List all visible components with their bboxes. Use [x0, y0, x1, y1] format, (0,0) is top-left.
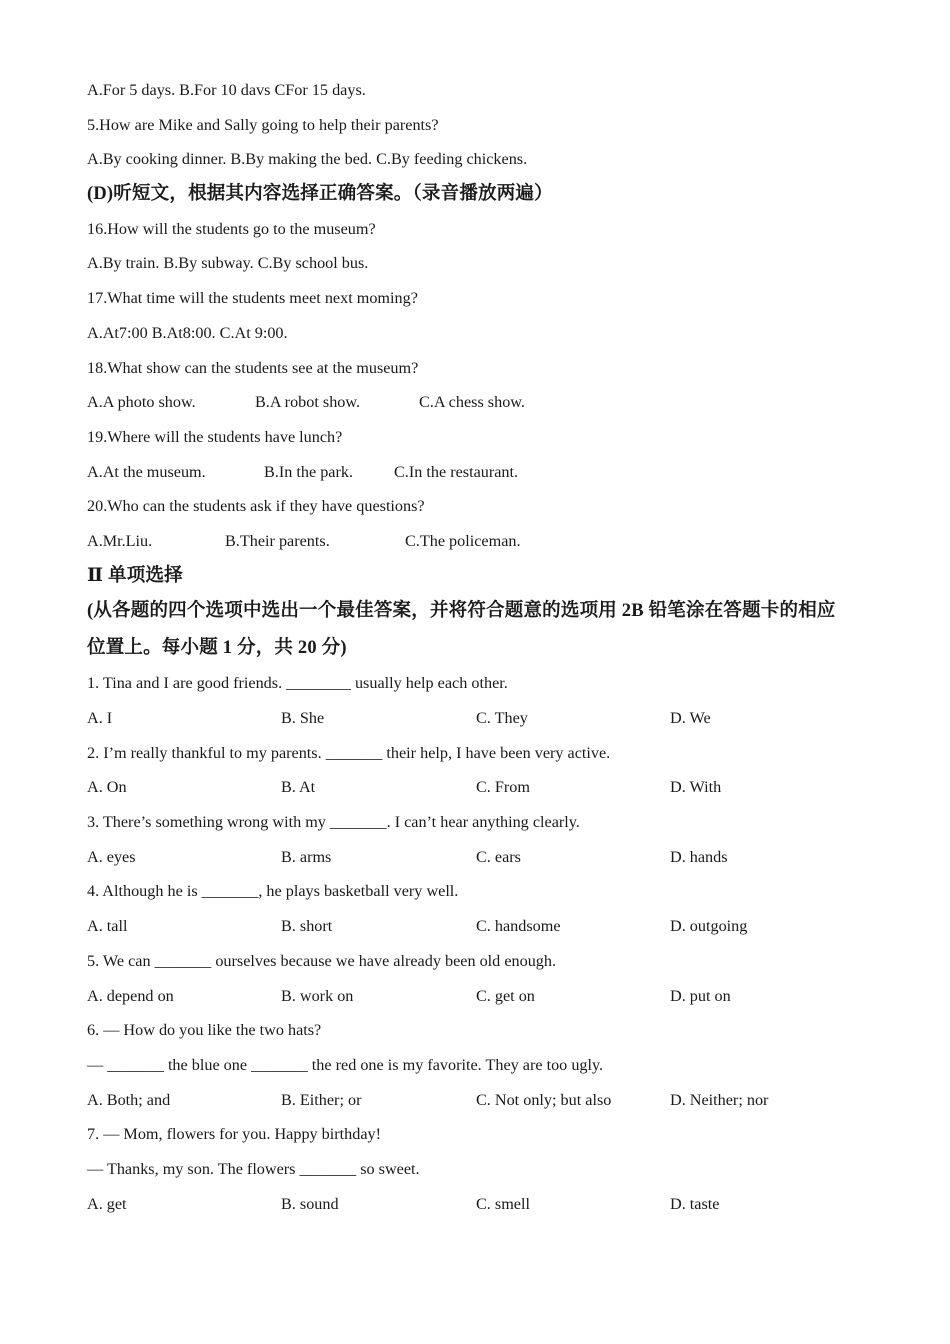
mcq7-options: [87, 1187, 867, 1222]
mcq4-stem: 4. Although he is _______, he plays basketball very well.: [87, 882, 459, 901]
mcq1-option-c: C. They: [476, 709, 528, 727]
mcq5-option-a: A. depend on: [87, 986, 174, 1005]
q18-stem: 18.What show can the students see at the museum?: [87, 358, 419, 377]
mcq6-option-d: D. Neither; nor: [670, 1090, 769, 1109]
q18-options: [87, 385, 867, 420]
q4-options: A.For 5 days. B.For 10 davs CFor 15 days.: [87, 81, 366, 99]
q17-stem: 17.What time will the students meet next moming?: [87, 289, 418, 308]
mcq7-option-b: B. sound: [281, 1194, 339, 1213]
mcq5-option-b: B. work on: [281, 986, 354, 1005]
q18-option-b: B.A robot show.: [255, 393, 361, 412]
mcq3-option-d: D. hands: [670, 847, 728, 866]
q19-option-b: B.In the park.: [264, 462, 354, 481]
q5-stem: 5.How are Mike and Sally going to help their parents?: [87, 115, 439, 134]
q18-option-c: C.A chess show.: [419, 393, 525, 412]
section-ii-numeral: Ⅱ: [87, 564, 104, 586]
mcq1-option-d: D. We: [670, 709, 711, 727]
mcq7-stem: 7. — Mom, flowers for you. Happy birthday!: [87, 1125, 382, 1144]
mcq6-stem: 6. — How do you like the two hats?: [87, 1021, 322, 1040]
mcq3-options: [87, 840, 867, 875]
q20-option-c: C.The policeman.: [405, 531, 521, 550]
mcq2-options: [87, 770, 867, 805]
mcq2-stem: 2. I’m really thankful to my parents. _______ their help, I have been very active.: [87, 743, 611, 762]
q18-option-a: A.A photo show.: [87, 393, 196, 412]
q19-option-c: C.In the restaurant.: [394, 462, 519, 481]
q5-options: A.By cooking dinner. B.By making the bed. C.By feeding chickens.: [87, 150, 528, 169]
mcq6-stem-reply: — _______ the blue one _______ the red one is my favorite. They are too ugly.: [87, 1055, 604, 1074]
mcq4-option-a: A. tall: [87, 917, 128, 936]
mcq3-option-c: C. ears: [476, 847, 521, 866]
mcq2-option-d: D. With: [670, 778, 722, 797]
mcq7-option-d: D. taste: [670, 1194, 720, 1213]
mcq1-option-a: A. I: [87, 709, 113, 727]
mcq1-options: [87, 701, 867, 736]
mcq7-option-c: C. smell: [476, 1194, 530, 1213]
mcq1-stem: 1. Tina and I are good friends. ________ usually help each other.: [87, 674, 508, 693]
exam-page: [87, 73, 867, 1221]
q19-stem: 19.Where will the students have lunch?: [87, 427, 343, 446]
q19-option-a: A.At the museum.: [87, 462, 206, 481]
mcq2-option-c: C. From: [476, 778, 530, 797]
q20-stem: 20.Who can the students ask if they have questions?: [87, 497, 425, 516]
section-ii-heading: [87, 559, 867, 594]
mcq1-option-b: B. She: [281, 709, 325, 727]
mcq5-option-c: C. get on: [476, 986, 535, 1005]
section-d-heading: (D)听短文，根据其内容选择正确答案。（录音播放两遍）: [87, 184, 553, 205]
mcq3-option-a: A. eyes: [87, 847, 136, 866]
section-ii-instruction-1: (从各题的四个选项中选出一个最佳答案，并将符合题意的选项用 2B 铅笔涂在答题卡的相应: [87, 601, 836, 622]
mcq4-option-c: C. handsome: [476, 917, 561, 936]
q20-option-a: A.Mr.Liu.: [87, 531, 153, 550]
mcq6-option-a: A. Both; and: [87, 1090, 171, 1109]
mcq6-options: [87, 1083, 867, 1118]
mcq6-option-c: C. Not only; but also: [476, 1090, 612, 1109]
mcq4-options: [87, 909, 867, 944]
mcq5-option-d: D. put on: [670, 986, 731, 1005]
mcq7-stem-reply: — Thanks, my son. The flowers _______ so sweet.: [87, 1159, 420, 1178]
section-ii-title: 单项选择: [108, 565, 183, 586]
section-ii-instruction-2: 位置上。每小题 1 分，共 20 分): [87, 637, 347, 658]
mcq5-stem: 5. We can _______ ourselves because we have already been old enough.: [87, 951, 557, 970]
mcq3-option-b: B. arms: [281, 847, 332, 866]
mcq6-option-b: B. Either; or: [281, 1090, 362, 1109]
q16-stem: 16.How will the students go to the museum?: [87, 219, 376, 238]
mcq7-option-a: A. get: [87, 1194, 127, 1213]
mcq2-option-a: A. On: [87, 778, 127, 797]
mcq4-option-d: D. outgoing: [670, 917, 748, 936]
mcq3-stem: 3. There’s something wrong with my _______. I can’t hear anything clearly.: [87, 813, 580, 832]
mcq5-options: [87, 979, 867, 1014]
q17-options: A.At7:00 B.At8:00. C.At 9:00.: [87, 323, 288, 342]
mcq2-option-b: B. At: [281, 778, 316, 797]
q20-option-b: B.Their parents.: [225, 531, 330, 550]
q16-options: A.By train. B.By subway. C.By school bus.: [87, 254, 369, 273]
q19-options: [87, 455, 867, 490]
mcq4-option-b: B. short: [281, 917, 333, 936]
q20-options: [87, 524, 867, 559]
